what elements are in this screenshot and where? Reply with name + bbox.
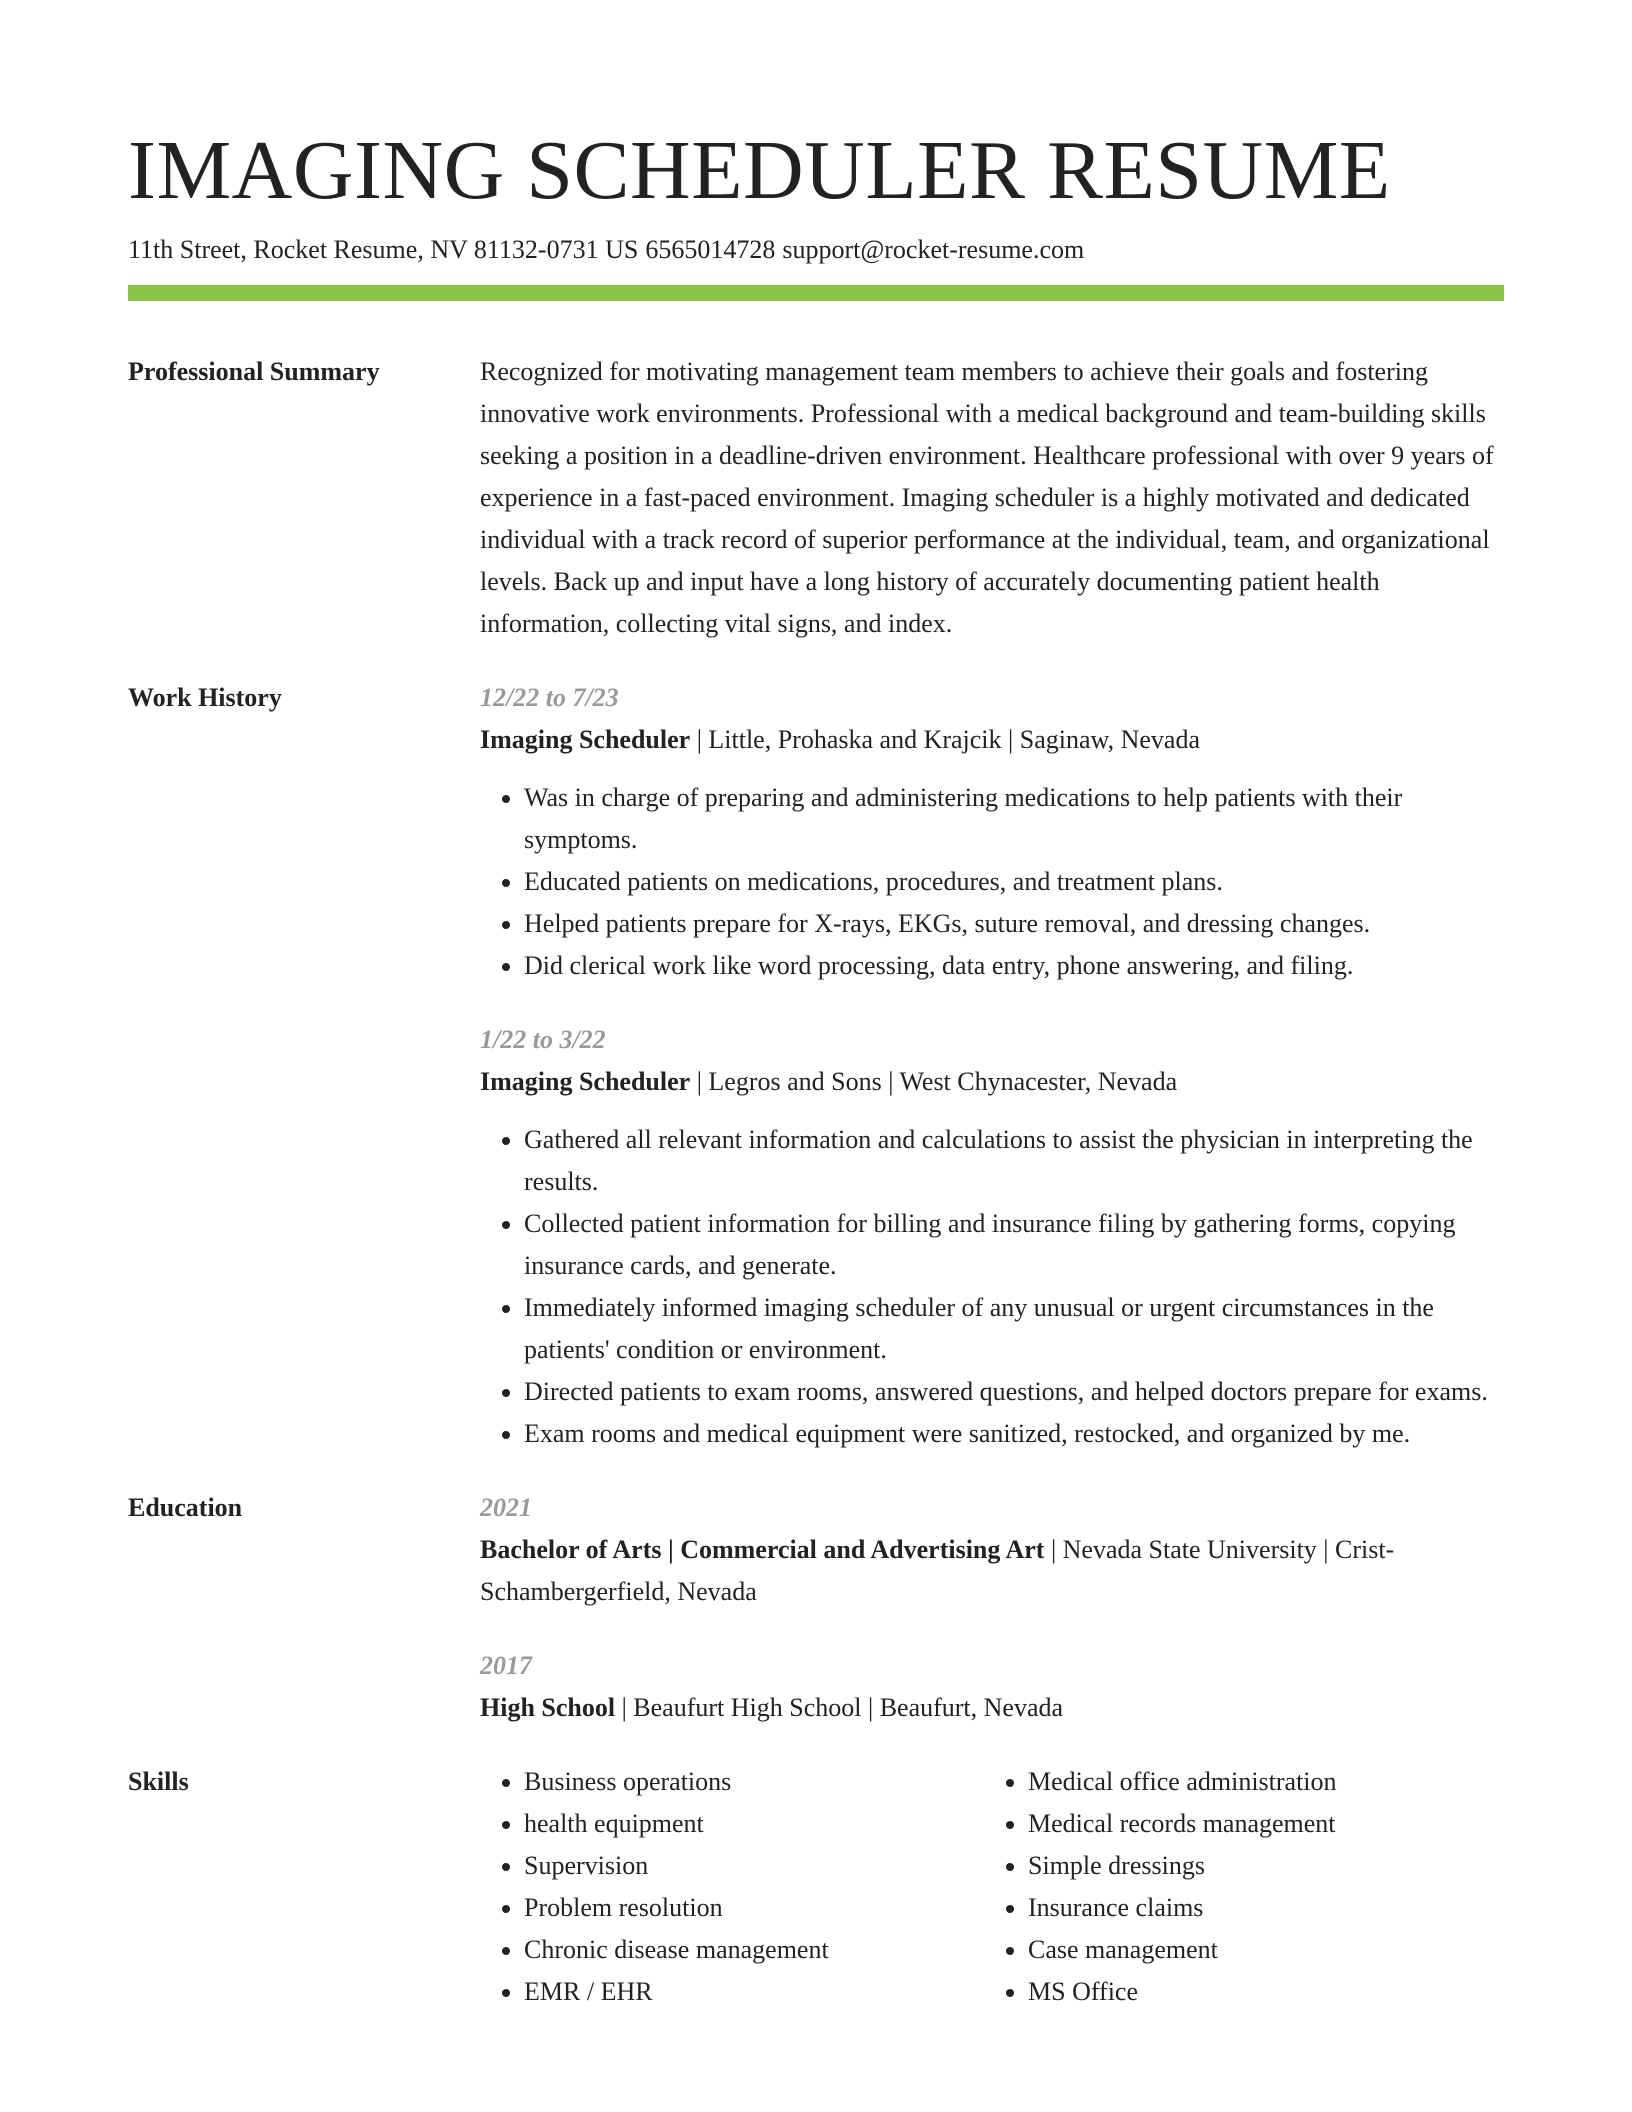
summary-section [128, 351, 1504, 645]
contact-phone: 6565014728 [645, 235, 776, 264]
list-item: • Gathered all relevant information and calculations to assist the physician in interpreting the results. [524, 1119, 1504, 1203]
job-date: 1/22 to 3/22 [480, 1025, 606, 1054]
skills-section [128, 1761, 1504, 2013]
job-entry [480, 677, 1504, 987]
list-item: • Directed patients to exam rooms, answered questions, and helped doctors prepare for exams. [524, 1371, 1504, 1413]
skills-list-right [984, 1761, 1488, 2013]
skills-grid [480, 1761, 1504, 2013]
list-item: • Educated patients on medications, procedures, and treatment plans. [524, 861, 1504, 903]
list-item: • health equipment [524, 1803, 984, 1845]
skills-body [480, 1761, 1504, 2013]
skills-label: Skills [128, 1767, 189, 1796]
list-item: • Medical office administration [1028, 1761, 1488, 1803]
job-heading [480, 1061, 1504, 1103]
list-item: • Helped patients prepare for X-rays, EKGs, suture removal, and dressing changes. [524, 903, 1504, 945]
header-divider [128, 285, 1504, 301]
education-body [480, 1487, 1504, 1729]
list-item: • Insurance claims [1028, 1887, 1488, 1929]
education-details: | Beaufurt High School | Beaufurt, Nevada [615, 1693, 1064, 1722]
education-heading [480, 1529, 1504, 1613]
skills-list-left [480, 1761, 984, 2013]
summary-text: Recognized for motivating management team members to achieve their goals and fostering innovative work environments. Professional with a medical background and team-building skills seeking a position in a deadline-driven environment. Healthcare professional with over 9 years of experience in a fast-paced environment. Imaging scheduler is a highly motivated and dedicated individual with a track record of superior performance at the individual, team, and organizational levels. Back up and input have a long history of accurately documenting patient health information, collecting vital signs, and index. [480, 357, 1494, 638]
contact-email: support@rocket-resume.com [782, 235, 1085, 264]
resume-page [128, 0, 1504, 2013]
work-history-label: Work History [128, 683, 282, 712]
job-title: Imaging Scheduler [480, 1067, 691, 1096]
job-date: 12/22 to 7/23 [480, 683, 619, 712]
list-item: • Case management [1028, 1929, 1488, 1971]
job-bullets [480, 777, 1504, 987]
job-heading [480, 719, 1504, 761]
list-item: • Immediately informed imaging scheduler of any unusual or urgent circumstances in the patients' condition or environment. [524, 1287, 1504, 1371]
education-degree: Bachelor of Arts | Commercial and Advertising Art [480, 1535, 1045, 1564]
list-item: • EMR / EHR [524, 1971, 984, 2013]
education-entry [480, 1645, 1504, 1729]
list-item: • Simple dressings [1028, 1845, 1488, 1887]
education-details: | Nevada State University | Crist-Schambergerfield, Nevada [480, 1535, 1395, 1606]
education-label: Education [128, 1493, 243, 1522]
education-date: 2021 [480, 1493, 532, 1522]
job-details: | Legros and Sons | West Chynacester, Nevada [690, 1067, 1178, 1096]
work-history-body [480, 677, 1504, 1455]
resume-title: IMAGING SCHEDULER RESUME [128, 124, 1391, 217]
list-item: • Did clerical work like word processing, data entry, phone answering, and filing. [524, 945, 1504, 987]
list-item: • Medical records management [1028, 1803, 1488, 1845]
education-entry [480, 1487, 1504, 1613]
job-details: | Little, Prohaska and Krajcik | Saginaw, Nevada [690, 725, 1200, 754]
list-item: • MS Office [1028, 1971, 1488, 2013]
work-history-section [128, 677, 1504, 1455]
list-item: • Was in charge of preparing and administering medications to help patients with their symptoms. [524, 777, 1504, 861]
education-degree: High School [480, 1693, 616, 1722]
contact-line [128, 234, 1504, 266]
job-title: Imaging Scheduler [480, 725, 691, 754]
education-date: 2017 [480, 1651, 532, 1680]
job-entry [480, 1019, 1504, 1455]
list-item: • Collected patient information for billing and insurance filing by gathering forms, copying insurance cards, and generate. [524, 1203, 1504, 1287]
list-item: • Business operations [524, 1761, 984, 1803]
list-item: • Chronic disease management [524, 1929, 984, 1971]
summary-label: Professional Summary [128, 357, 380, 386]
job-bullets [480, 1119, 1504, 1455]
list-item: • Exam rooms and medical equipment were sanitized, restocked, and organized by me. [524, 1413, 1504, 1455]
list-item: • Supervision [524, 1845, 984, 1887]
contact-address: 11th Street, Rocket Resume, NV 81132-0731 US [128, 235, 639, 264]
education-section [128, 1487, 1504, 1729]
list-item: • Problem resolution [524, 1887, 984, 1929]
education-heading [480, 1687, 1504, 1729]
